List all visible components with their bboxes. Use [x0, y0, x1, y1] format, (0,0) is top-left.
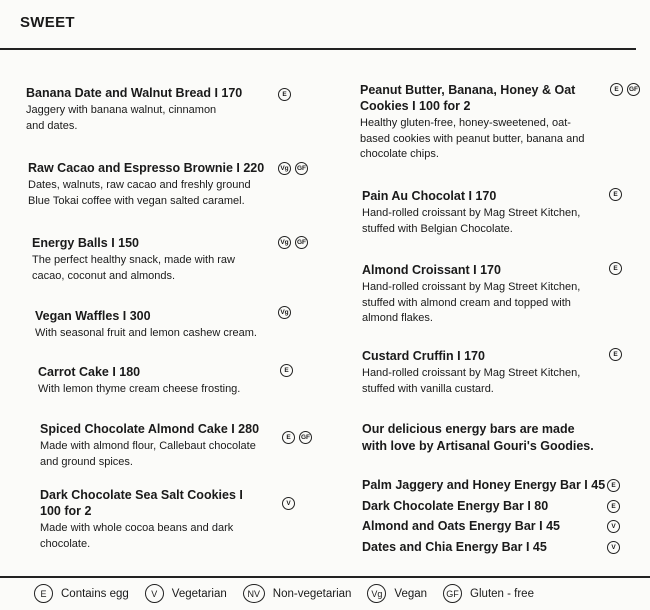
egg-icon: E [609, 348, 622, 361]
item-name: Almond Croissant I 170 [362, 263, 501, 277]
vegetarian-icon: V [607, 541, 620, 554]
dietary-badges [278, 162, 308, 175]
menu-item [362, 188, 602, 237]
egg-icon: E [607, 500, 620, 513]
item-name: Carrot Cake I 180 [38, 365, 141, 379]
gluten-free-icon: GF [295, 236, 308, 249]
dietary-badges [282, 431, 312, 444]
top-divider [0, 48, 636, 50]
gluten-free-icon: GF [627, 83, 640, 96]
energy-bar-note: Our delicious energy bars are made with love by Artisanal Gouri's Goodies. [362, 422, 594, 453]
item-description: Healthy gluten-free, honey-sweetened, oat-based cookies with peanut butter, banana and chocolate chips. [360, 117, 585, 160]
egg-icon: E [609, 262, 622, 275]
energy-bar-item: Palm Jaggery and Honey Energy Bar I 45 [362, 478, 606, 492]
item-description: With lemon thyme cream cheese frosting. [38, 383, 241, 395]
egg-icon: E [282, 431, 295, 444]
item-description: Made with almond flour, Callebaut chocolate and ground spices. [40, 440, 256, 468]
gluten-free-icon: GF [299, 431, 312, 444]
dietary-badges [609, 188, 622, 201]
bottom-divider [0, 576, 650, 578]
legend-entry [243, 584, 352, 603]
dietary-badges [607, 520, 620, 533]
item-name: Banana Date and Walnut Bread I 170 [26, 86, 243, 100]
item-name: Dark Chocolate Sea Salt Cookies I 100 for 2 [40, 488, 243, 518]
menu-item [362, 348, 602, 397]
menu-item [38, 364, 278, 398]
legend-label: Vegan [394, 587, 428, 600]
menu-item [35, 308, 275, 342]
dietary-badges [607, 479, 620, 492]
item-description: Jaggery with banana walnut, cinnamon and dates. [26, 104, 217, 132]
dietary-badges [607, 500, 620, 513]
legend-entry [367, 584, 427, 603]
menu-item [26, 85, 266, 134]
item-description: With seasonal fruit and lemon cashew cream. [35, 327, 257, 339]
item-name: Spiced Chocolate Almond Cake I 280 [40, 422, 260, 436]
energy-bar-item: Almond and Oats Energy Bar I 45 [362, 519, 560, 533]
legend-entry [443, 584, 534, 603]
legend-label: Non-vegetarian [272, 587, 352, 600]
item-name: Custard Cruffin I 170 [362, 349, 485, 363]
item-description: Hand-rolled croissant by Mag Street Kitchen, stuffed with vanilla custard. [362, 367, 581, 395]
egg-icon: E [280, 364, 293, 377]
non-vegetarian-icon: NV [243, 584, 265, 603]
vegan-icon: Vg [367, 584, 386, 603]
legend-label: Contains egg [61, 587, 129, 600]
vegetarian-icon: V [607, 520, 620, 533]
item-name: Energy Balls I 150 [32, 236, 140, 250]
dietary-badges [278, 306, 291, 319]
egg-icon: E [610, 83, 623, 96]
dietary-badges [609, 348, 622, 361]
dietary-badges [609, 262, 622, 275]
item-name: Vegan Waffles I 300 [35, 309, 151, 323]
dietary-badges [278, 236, 308, 249]
menu-item [362, 262, 602, 327]
item-description: Hand-rolled croissant by Mag Street Kitchen, stuffed with Belgian Chocolate. [362, 207, 581, 235]
gluten-free-icon: GF [295, 162, 308, 175]
section-title: SWEET [20, 14, 75, 31]
legend-entry [34, 584, 129, 603]
energy-bar-item: Dark Chocolate Energy Bar I 80 [362, 499, 549, 513]
menu-item [360, 82, 600, 163]
egg-icon: E [278, 88, 291, 101]
vegetarian-icon: V [282, 497, 295, 510]
dietary-badges [280, 364, 293, 377]
item-name: Pain Au Chocolat I 170 [362, 189, 497, 203]
item-name: Peanut Butter, Banana, Honey & Oat Cookies I 100 for 2 [360, 83, 576, 113]
dietary-badges [278, 88, 291, 101]
dietary-badges [282, 497, 295, 510]
egg-icon: E [607, 479, 620, 492]
gluten-free-icon: GF [443, 584, 462, 603]
egg-icon: E [609, 188, 622, 201]
legend-entry [145, 584, 227, 603]
energy-bar-item: Dates and Chia Energy Bar I 45 [362, 540, 547, 554]
menu-item [40, 421, 260, 470]
item-description: Made with whole cocoa beans and dark chocolate. [40, 522, 234, 550]
vegetarian-icon: V [145, 584, 164, 603]
legend-label: Vegetarian [171, 587, 227, 600]
legend-label: Gluten - free [470, 587, 534, 600]
dietary-badges [610, 83, 640, 96]
vegan-icon: Vg [278, 236, 291, 249]
item-description: The perfect healthy snack, made with raw cacao, coconut and almonds. [32, 254, 235, 282]
item-description: Hand-rolled croissant by Mag Street Kitchen, stuffed with almond cream and topped with almond flakes. [362, 281, 581, 324]
item-name: Raw Cacao and Espresso Brownie I 220 [28, 161, 265, 175]
menu-item [28, 160, 268, 209]
dietary-legend [34, 584, 550, 603]
egg-icon: E [34, 584, 53, 603]
vegan-icon: Vg [278, 162, 291, 175]
menu-item [40, 487, 260, 552]
dietary-badges [607, 541, 620, 554]
item-description: Dates, walnuts, raw cacao and freshly ground Blue Tokai coffee with vegan salted caramel. [28, 179, 251, 207]
menu-item [32, 235, 257, 284]
vegan-icon: Vg [278, 306, 291, 319]
